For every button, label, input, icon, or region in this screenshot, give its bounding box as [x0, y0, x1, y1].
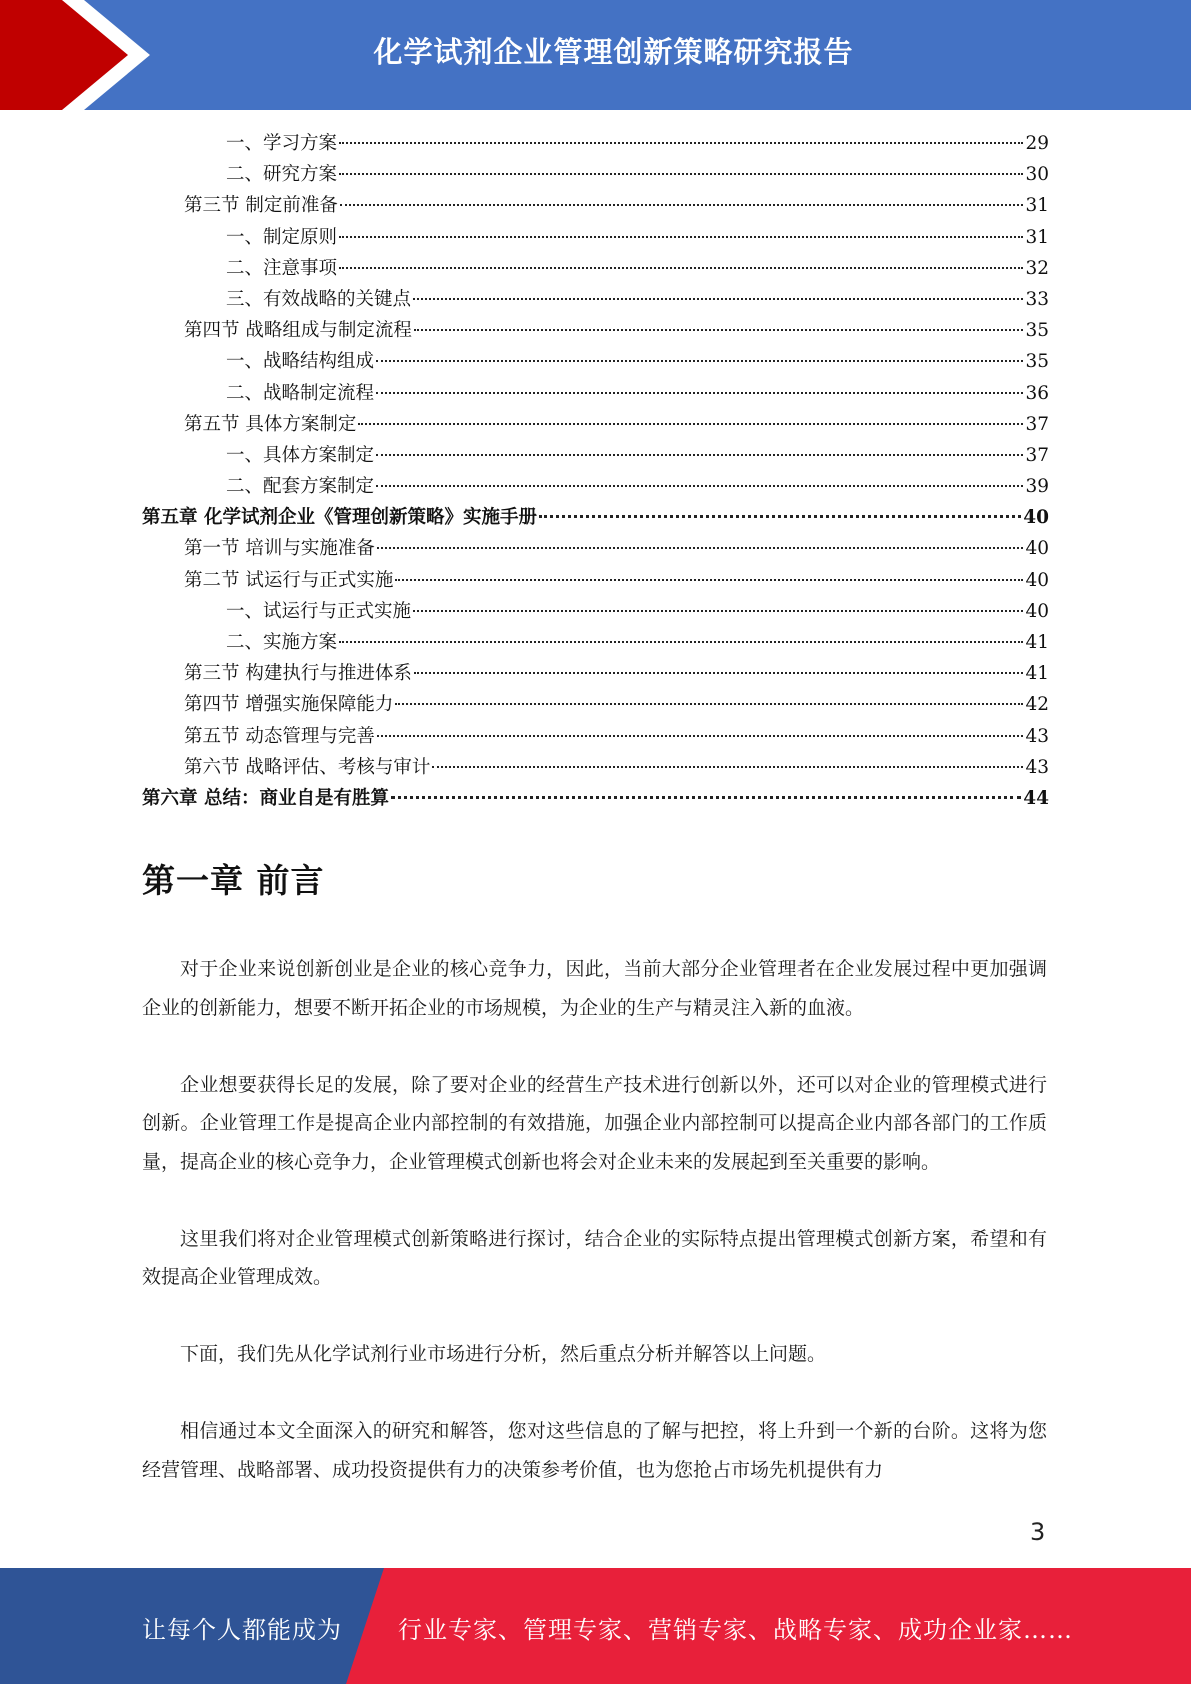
- toc-leader-dots: [340, 198, 1024, 206]
- toc-entry[interactable]: [142, 689, 1049, 720]
- toc-entry[interactable]: [142, 346, 1049, 377]
- toc-entry-page: 41: [1025, 663, 1049, 685]
- toc-leader-dots: [395, 697, 1023, 705]
- toc-entry-label: 二、战略制定流程: [226, 382, 375, 404]
- toc-entry-page: 40: [1025, 538, 1049, 560]
- toc-entry-label: 二、注意事项: [226, 257, 338, 279]
- toc-entry[interactable]: [142, 159, 1049, 190]
- toc-entry[interactable]: [142, 471, 1049, 502]
- toc-entry-page: 40: [1025, 600, 1049, 622]
- toc-entry-label: 三、有效战略的关键点: [226, 288, 412, 310]
- toc-entry-label: 第五章 化学试剂企业《管理创新策略》实施手册: [142, 507, 537, 529]
- toc-entry-page: 29: [1025, 133, 1049, 154]
- chapter-title: 第一章 前言: [142, 861, 325, 900]
- toc-entry-label: 一、制定原则: [226, 226, 338, 248]
- toc-entry-page: 36: [1025, 382, 1049, 404]
- paragraph: 对于企业来说创新创业是企业的核心竞争力，因此，当前大部分企业管理者在企业发展过程中更加强调企业的创新能力，想要不断开拓企业的市场规模，为企业的生产与精灵注入新的血液。: [142, 958, 1047, 1019]
- toc-entry-page: 41: [1025, 632, 1049, 653]
- toc-entry[interactable]: [142, 315, 1049, 346]
- toc-entry-label: 一、学习方案: [226, 133, 338, 154]
- toc-leader-dots: [376, 354, 1023, 362]
- toc-entry-page: 31: [1025, 195, 1049, 217]
- toc-entry[interactable]: [142, 627, 1049, 658]
- chapter-body: [142, 950, 1047, 1504]
- toc-entry[interactable]: [142, 596, 1049, 627]
- toc-entry[interactable]: [142, 409, 1049, 440]
- toc-entry[interactable]: [142, 502, 1049, 533]
- toc-leader-dots: [358, 417, 1023, 425]
- page-number: 3: [1030, 1518, 1046, 1546]
- toc-entry-label: 一、具体方案制定: [226, 444, 375, 466]
- toc-entry[interactable]: [142, 565, 1049, 596]
- toc-entry-label: 二、配套方案制定: [226, 476, 375, 498]
- toc-leader-dots: [339, 230, 1023, 238]
- toc-entry-label: 第六节 战略评估、考核与审计: [184, 756, 431, 778]
- footer-slogan-right: 行业专家、管理专家、营销专家、战略专家、成功企业家……: [398, 1616, 1073, 1644]
- toc-entry[interactable]: [142, 253, 1049, 284]
- toc-entry[interactable]: [142, 783, 1049, 814]
- toc-leader-dots: [432, 760, 1023, 768]
- toc-entry-page: 44: [1023, 787, 1049, 809]
- toc-entry-page: 40: [1025, 569, 1049, 591]
- toc-entry[interactable]: [142, 721, 1049, 752]
- toc-entry-page: 43: [1025, 756, 1049, 778]
- toc-entry-label: 第六章 总结：商业自是有胜算: [142, 787, 389, 809]
- toc-entry-label: 第一节 培训与实施准备: [184, 538, 375, 560]
- page-footer: [0, 1568, 1191, 1684]
- toc-entry-page: 31: [1025, 226, 1049, 248]
- toc-entry[interactable]: [142, 378, 1049, 409]
- toc-entry[interactable]: [142, 128, 1049, 159]
- toc-entry-page: 37: [1025, 444, 1049, 466]
- toc-leader-dots: [539, 509, 1021, 518]
- toc-entry-page: 39: [1025, 476, 1049, 498]
- toc-entry-label: 一、战略结构组成: [226, 351, 375, 373]
- toc-entry-page: 40: [1023, 507, 1049, 529]
- paragraph: 企业想要获得长足的发展，除了要对企业的经营生产技术进行创新以外，还可以对企业的管理模式进行创新。企业管理工作是提高企业内部控制的有效措施，加强企业内部控制可以提高企业内部各部门的工作质量，提高企业的核心竞争力，企业管理模式创新也将会对企业未来的发展起到至关重要的影响。: [142, 1073, 1047, 1173]
- toc-entry[interactable]: [142, 658, 1049, 689]
- paragraph: 下面，我们先从化学试剂行业市场进行分析，然后重点分析并解答以上问题。: [180, 1343, 827, 1365]
- toc-leader-dots: [395, 573, 1023, 581]
- toc-entry-label: 第五节 具体方案制定: [184, 413, 357, 435]
- toc-entry-label: 第四节 增强实施保障能力: [184, 694, 394, 716]
- toc-entry-label: 第四节 战略组成与制定流程: [184, 320, 412, 342]
- toc-leader-dots: [391, 790, 1021, 799]
- toc-entry-page: 33: [1025, 288, 1049, 310]
- toc-leader-dots: [377, 729, 1024, 737]
- paragraph: 这里我们将对企业管理模式创新策略进行探讨，结合企业的实际特点提出管理模式创新方案，希望和有效提高企业管理成效。: [142, 1227, 1047, 1288]
- toc-entry-label: 第三节 制定前准备: [184, 195, 338, 217]
- toc-entry[interactable]: [142, 222, 1049, 253]
- table-of-contents: [142, 128, 1049, 814]
- toc-entry-page: 30: [1025, 164, 1049, 186]
- toc-entry-page: 35: [1025, 320, 1049, 342]
- toc-entry-label: 二、研究方案: [226, 164, 338, 186]
- toc-leader-dots: [339, 167, 1023, 175]
- toc-entry-label: 二、实施方案: [226, 632, 338, 653]
- toc-entry-page: 42: [1025, 694, 1049, 716]
- report-title: 化学试剂企业管理创新策略研究报告: [373, 35, 854, 69]
- toc-entry-label: 第五节 动态管理与完善: [184, 725, 375, 747]
- toc-entry-page: 43: [1025, 725, 1049, 747]
- toc-entry[interactable]: [142, 190, 1049, 221]
- toc-entry-label: 第三节 构建执行与推进体系: [184, 663, 412, 685]
- toc-leader-dots: [413, 292, 1023, 300]
- toc-entry[interactable]: [142, 533, 1049, 564]
- toc-leader-dots: [414, 666, 1024, 674]
- toc-entry-page: 32: [1025, 257, 1049, 279]
- footer-slogan-left: 让每个人都能成为: [142, 1616, 342, 1644]
- toc-entry-page: 35: [1025, 351, 1049, 373]
- toc-entry[interactable]: [142, 752, 1049, 783]
- toc-entry[interactable]: [142, 284, 1049, 315]
- toc-entry-label: 第二节 试运行与正式实施: [184, 569, 394, 591]
- toc-leader-dots: [339, 136, 1023, 144]
- toc-leader-dots: [413, 604, 1023, 612]
- toc-leader-dots: [376, 479, 1023, 487]
- toc-leader-dots: [414, 323, 1024, 331]
- toc-leader-dots: [339, 261, 1023, 269]
- toc-leader-dots: [377, 541, 1024, 549]
- toc-leader-dots: [376, 386, 1023, 394]
- toc-entry-label: 一、试运行与正式实施: [226, 600, 412, 622]
- toc-leader-dots: [339, 635, 1023, 643]
- paragraph: 相信通过本文全面深入的研究和解答，您对这些信息的了解与把控，将上升到一个新的台阶。这将为您经营管理、战略部署、成功投资提供有力的决策参考价值，也为您抢占市场先机提供有力: [142, 1420, 1047, 1481]
- toc-leader-dots: [376, 448, 1023, 456]
- toc-entry-page: 37: [1025, 413, 1049, 435]
- toc-entry[interactable]: [142, 440, 1049, 471]
